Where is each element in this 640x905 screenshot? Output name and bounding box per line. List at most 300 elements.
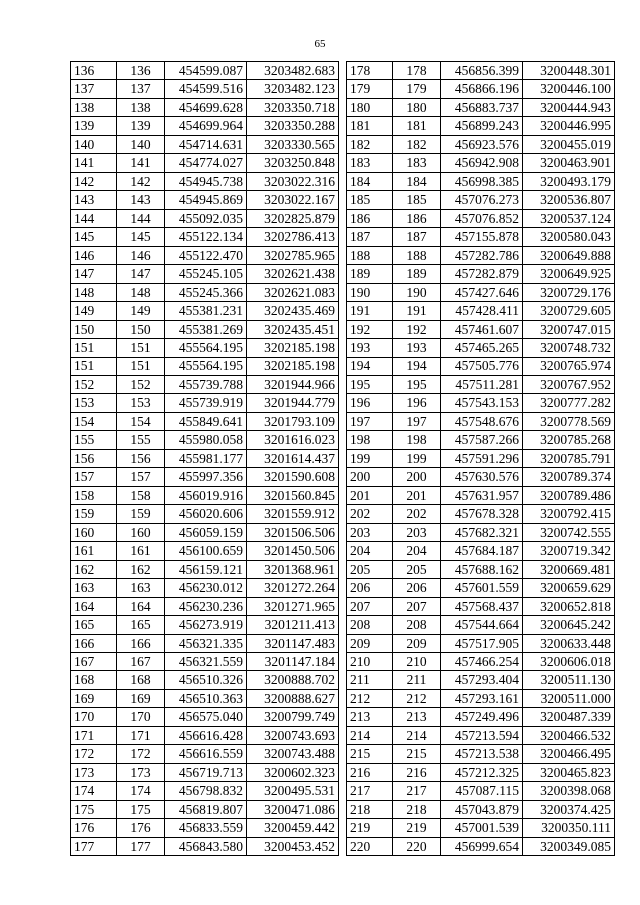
x-coordinate-cell: 456999.654 xyxy=(441,837,523,855)
y-coordinate-cell: 3200719.342 xyxy=(523,542,615,560)
point-id-cell: 214 xyxy=(347,726,393,744)
table-row xyxy=(347,135,615,153)
point-number-cell: 217 xyxy=(393,782,441,800)
point-id-cell: 203 xyxy=(347,523,393,541)
y-coordinate-cell: 3203022.167 xyxy=(247,191,339,209)
point-id-cell: 202 xyxy=(347,505,393,523)
table-row xyxy=(71,209,339,227)
point-number-cell: 204 xyxy=(393,542,441,560)
table-row xyxy=(347,468,615,486)
table-row xyxy=(71,486,339,504)
table-row xyxy=(71,265,339,283)
point-id-cell: 137 xyxy=(71,80,117,98)
point-number-cell: 164 xyxy=(117,597,165,615)
y-coordinate-cell: 3203350.288 xyxy=(247,117,339,135)
point-id-cell: 184 xyxy=(347,172,393,190)
point-id-cell: 206 xyxy=(347,579,393,597)
x-coordinate-cell: 457684.187 xyxy=(441,542,523,560)
point-number-cell: 163 xyxy=(117,579,165,597)
x-coordinate-cell: 457678.328 xyxy=(441,505,523,523)
table-row xyxy=(71,80,339,98)
table-row xyxy=(347,62,615,80)
point-number-cell: 211 xyxy=(393,671,441,689)
point-id-cell: 189 xyxy=(347,265,393,283)
point-id-cell: 167 xyxy=(71,653,117,671)
point-id-cell: 136 xyxy=(71,62,117,80)
point-number-cell: 198 xyxy=(393,431,441,449)
point-number-cell: 179 xyxy=(393,80,441,98)
point-id-cell: 156 xyxy=(71,449,117,467)
y-coordinate-cell: 3200398.068 xyxy=(523,782,615,800)
point-number-cell: 193 xyxy=(393,339,441,357)
y-coordinate-cell: 3200465.823 xyxy=(523,763,615,781)
x-coordinate-cell: 455245.366 xyxy=(165,283,247,301)
x-coordinate-cell: 457631.957 xyxy=(441,486,523,504)
x-coordinate-cell: 456100.659 xyxy=(165,542,247,560)
table-row xyxy=(347,505,615,523)
point-number-cell: 136 xyxy=(117,62,165,80)
point-id-cell: 187 xyxy=(347,228,393,246)
table-row xyxy=(71,228,339,246)
point-number-cell: 190 xyxy=(393,283,441,301)
table-row xyxy=(71,394,339,412)
point-number-cell: 141 xyxy=(117,154,165,172)
y-coordinate-cell: 3201272.264 xyxy=(247,579,339,597)
point-number-cell: 178 xyxy=(393,62,441,80)
y-coordinate-cell: 3200466.532 xyxy=(523,726,615,744)
point-id-cell: 213 xyxy=(347,708,393,726)
y-coordinate-cell: 3200789.486 xyxy=(523,486,615,504)
point-id-cell: 211 xyxy=(347,671,393,689)
point-number-cell: 188 xyxy=(393,246,441,264)
x-coordinate-cell: 457076.852 xyxy=(441,209,523,227)
table-row xyxy=(71,154,339,172)
point-number-cell: 191 xyxy=(393,302,441,320)
y-coordinate-cell: 3200888.702 xyxy=(247,671,339,689)
x-coordinate-cell: 457543.153 xyxy=(441,394,523,412)
point-id-cell: 182 xyxy=(347,135,393,153)
point-number-cell: 151 xyxy=(117,339,165,357)
point-number-cell: 183 xyxy=(393,154,441,172)
y-coordinate-cell: 3200471.086 xyxy=(247,800,339,818)
y-coordinate-cell: 3200511.130 xyxy=(523,671,615,689)
x-coordinate-cell: 457293.161 xyxy=(441,689,523,707)
table-row xyxy=(71,763,339,781)
point-id-cell: 159 xyxy=(71,505,117,523)
point-id-cell: 140 xyxy=(71,135,117,153)
table-row xyxy=(71,689,339,707)
page-number: 65 xyxy=(314,38,326,50)
x-coordinate-cell: 456798.832 xyxy=(165,782,247,800)
y-coordinate-cell: 3203482.683 xyxy=(247,62,339,80)
y-coordinate-cell: 3200888.627 xyxy=(247,689,339,707)
point-number-cell: 157 xyxy=(117,468,165,486)
table-row xyxy=(71,172,339,190)
y-coordinate-cell: 3200743.488 xyxy=(247,745,339,763)
point-id-cell: 165 xyxy=(71,616,117,634)
y-coordinate-cell: 3200349.085 xyxy=(523,837,615,855)
y-coordinate-cell: 3201793.109 xyxy=(247,412,339,430)
x-coordinate-cell: 457601.559 xyxy=(441,579,523,597)
y-coordinate-cell: 3201506.506 xyxy=(247,523,339,541)
point-id-cell: 186 xyxy=(347,209,393,227)
point-id-cell: 212 xyxy=(347,689,393,707)
table-row xyxy=(71,800,339,818)
x-coordinate-cell: 456059.159 xyxy=(165,523,247,541)
point-number-cell: 173 xyxy=(117,763,165,781)
x-coordinate-cell: 457001.539 xyxy=(441,819,523,837)
x-coordinate-cell: 457212.325 xyxy=(441,763,523,781)
x-coordinate-cell: 456899.243 xyxy=(441,117,523,135)
x-coordinate-cell: 456159.121 xyxy=(165,560,247,578)
point-number-cell: 146 xyxy=(117,246,165,264)
x-coordinate-cell: 455849.641 xyxy=(165,412,247,430)
x-coordinate-cell: 456719.713 xyxy=(165,763,247,781)
x-coordinate-cell: 456019.916 xyxy=(165,486,247,504)
point-number-cell: 151 xyxy=(117,357,165,375)
point-number-cell: 203 xyxy=(393,523,441,541)
point-number-cell: 169 xyxy=(117,689,165,707)
x-coordinate-cell: 456321.335 xyxy=(165,634,247,652)
table-row xyxy=(347,80,615,98)
point-number-cell: 199 xyxy=(393,449,441,467)
y-coordinate-cell: 3200536.807 xyxy=(523,191,615,209)
point-number-cell: 186 xyxy=(393,209,441,227)
y-coordinate-cell: 3200765.974 xyxy=(523,357,615,375)
point-number-cell: 149 xyxy=(117,302,165,320)
y-coordinate-cell: 3201616.023 xyxy=(247,431,339,449)
x-coordinate-cell: 456819.807 xyxy=(165,800,247,818)
table-row xyxy=(71,523,339,541)
point-id-cell: 138 xyxy=(71,98,117,116)
point-id-cell: 148 xyxy=(71,283,117,301)
table-row xyxy=(71,745,339,763)
point-id-cell: 215 xyxy=(347,745,393,763)
x-coordinate-cell: 457428.411 xyxy=(441,302,523,320)
point-number-cell: 187 xyxy=(393,228,441,246)
x-coordinate-cell: 457465.265 xyxy=(441,339,523,357)
table-row xyxy=(347,283,615,301)
y-coordinate-cell: 3200778.569 xyxy=(523,412,615,430)
point-number-cell: 148 xyxy=(117,283,165,301)
y-coordinate-cell: 3201590.608 xyxy=(247,468,339,486)
point-id-cell: 163 xyxy=(71,579,117,597)
y-coordinate-cell: 3201614.437 xyxy=(247,449,339,467)
table-row xyxy=(347,357,615,375)
x-coordinate-cell: 455564.195 xyxy=(165,339,247,357)
x-coordinate-cell: 455739.919 xyxy=(165,394,247,412)
point-id-cell: 218 xyxy=(347,800,393,818)
table-row xyxy=(71,708,339,726)
y-coordinate-cell: 3200747.015 xyxy=(523,320,615,338)
x-coordinate-cell: 456942.908 xyxy=(441,154,523,172)
y-coordinate-cell: 3200459.442 xyxy=(247,819,339,837)
point-id-cell: 190 xyxy=(347,283,393,301)
x-coordinate-cell: 457466.254 xyxy=(441,653,523,671)
point-number-cell: 209 xyxy=(393,634,441,652)
point-id-cell: 151 xyxy=(71,339,117,357)
point-id-cell: 150 xyxy=(71,320,117,338)
point-id-cell: 160 xyxy=(71,523,117,541)
x-coordinate-cell: 454599.516 xyxy=(165,80,247,98)
x-coordinate-cell: 455997.356 xyxy=(165,468,247,486)
y-coordinate-cell: 3201944.966 xyxy=(247,375,339,393)
y-coordinate-cell: 3200652.818 xyxy=(523,597,615,615)
table-row xyxy=(71,542,339,560)
x-coordinate-cell: 454714.631 xyxy=(165,135,247,153)
point-number-cell: 177 xyxy=(117,837,165,855)
table-row xyxy=(347,228,615,246)
y-coordinate-cell: 3202621.083 xyxy=(247,283,339,301)
y-coordinate-cell: 3203022.316 xyxy=(247,172,339,190)
point-number-cell: 185 xyxy=(393,191,441,209)
table-row xyxy=(347,542,615,560)
y-coordinate-cell: 3202185.198 xyxy=(247,357,339,375)
x-coordinate-cell: 457087.115 xyxy=(441,782,523,800)
point-number-cell: 220 xyxy=(393,837,441,855)
table-row xyxy=(347,634,615,652)
table-row xyxy=(347,394,615,412)
table-row xyxy=(347,209,615,227)
table-row xyxy=(347,246,615,264)
y-coordinate-cell: 3200511.000 xyxy=(523,689,615,707)
y-coordinate-cell: 3200748.732 xyxy=(523,339,615,357)
table-row xyxy=(71,616,339,634)
point-id-cell: 201 xyxy=(347,486,393,504)
table-row xyxy=(347,782,615,800)
x-coordinate-cell: 457213.594 xyxy=(441,726,523,744)
table-row xyxy=(347,800,615,818)
x-coordinate-cell: 457682.321 xyxy=(441,523,523,541)
point-number-cell: 207 xyxy=(393,597,441,615)
x-coordinate-cell: 457461.607 xyxy=(441,320,523,338)
point-number-cell: 168 xyxy=(117,671,165,689)
table-row xyxy=(347,671,615,689)
table-row xyxy=(71,560,339,578)
y-coordinate-cell: 3200580.043 xyxy=(523,228,615,246)
point-number-cell: 143 xyxy=(117,191,165,209)
point-number-cell: 200 xyxy=(393,468,441,486)
x-coordinate-cell: 457548.676 xyxy=(441,412,523,430)
point-id-cell: 185 xyxy=(347,191,393,209)
point-number-cell: 165 xyxy=(117,616,165,634)
point-id-cell: 204 xyxy=(347,542,393,560)
table-row xyxy=(347,431,615,449)
point-id-cell: 188 xyxy=(347,246,393,264)
table-row xyxy=(347,708,615,726)
table-row xyxy=(71,431,339,449)
x-coordinate-cell: 454945.869 xyxy=(165,191,247,209)
x-coordinate-cell: 455980.058 xyxy=(165,431,247,449)
point-id-cell: 192 xyxy=(347,320,393,338)
x-coordinate-cell: 457282.879 xyxy=(441,265,523,283)
point-id-cell: 194 xyxy=(347,357,393,375)
point-id-cell: 161 xyxy=(71,542,117,560)
point-id-cell: 173 xyxy=(71,763,117,781)
y-coordinate-cell: 3200446.100 xyxy=(523,80,615,98)
point-id-cell: 142 xyxy=(71,172,117,190)
table-row xyxy=(347,172,615,190)
point-id-cell: 217 xyxy=(347,782,393,800)
point-number-cell: 182 xyxy=(393,135,441,153)
table-row xyxy=(71,837,339,855)
table-row xyxy=(71,357,339,375)
table-row xyxy=(347,579,615,597)
x-coordinate-cell: 454699.964 xyxy=(165,117,247,135)
point-id-cell: 171 xyxy=(71,726,117,744)
table-row xyxy=(71,579,339,597)
point-number-cell: 196 xyxy=(393,394,441,412)
point-number-cell: 140 xyxy=(117,135,165,153)
table-row xyxy=(347,98,615,116)
y-coordinate-cell: 3200645.242 xyxy=(523,616,615,634)
y-coordinate-cell: 3203350.718 xyxy=(247,98,339,116)
y-coordinate-cell: 3200495.531 xyxy=(247,782,339,800)
point-id-cell: 220 xyxy=(347,837,393,855)
y-coordinate-cell: 3200453.452 xyxy=(247,837,339,855)
point-id-cell: 207 xyxy=(347,597,393,615)
point-id-cell: 174 xyxy=(71,782,117,800)
point-id-cell: 208 xyxy=(347,616,393,634)
point-id-cell: 154 xyxy=(71,412,117,430)
x-coordinate-cell: 454699.628 xyxy=(165,98,247,116)
point-number-cell: 150 xyxy=(117,320,165,338)
y-coordinate-cell: 3200743.693 xyxy=(247,726,339,744)
y-coordinate-cell: 3201147.483 xyxy=(247,634,339,652)
table-row xyxy=(71,320,339,338)
point-number-cell: 138 xyxy=(117,98,165,116)
point-number-cell: 197 xyxy=(393,412,441,430)
point-number-cell: 180 xyxy=(393,98,441,116)
x-coordinate-cell: 454774.027 xyxy=(165,154,247,172)
point-id-cell: 181 xyxy=(347,117,393,135)
x-coordinate-cell: 456510.363 xyxy=(165,689,247,707)
table-row xyxy=(71,302,339,320)
point-id-cell: 144 xyxy=(71,209,117,227)
point-id-cell: 170 xyxy=(71,708,117,726)
table-row xyxy=(71,117,339,135)
table-row xyxy=(347,837,615,855)
point-number-cell: 166 xyxy=(117,634,165,652)
y-coordinate-cell: 3200602.323 xyxy=(247,763,339,781)
point-id-cell: 152 xyxy=(71,375,117,393)
y-coordinate-cell: 3200537.124 xyxy=(523,209,615,227)
y-coordinate-cell: 3200487.339 xyxy=(523,708,615,726)
point-id-cell: 175 xyxy=(71,800,117,818)
point-number-cell: 170 xyxy=(117,708,165,726)
y-coordinate-cell: 3201560.845 xyxy=(247,486,339,504)
x-coordinate-cell: 457517.905 xyxy=(441,634,523,652)
point-id-cell: 141 xyxy=(71,154,117,172)
point-number-cell: 206 xyxy=(393,579,441,597)
table-row xyxy=(71,283,339,301)
y-coordinate-cell: 3200455.019 xyxy=(523,135,615,153)
table-row xyxy=(71,449,339,467)
x-coordinate-cell: 456575.040 xyxy=(165,708,247,726)
point-number-cell: 201 xyxy=(393,486,441,504)
y-coordinate-cell: 3200767.952 xyxy=(523,375,615,393)
x-coordinate-cell: 457511.281 xyxy=(441,375,523,393)
table-row xyxy=(347,412,615,430)
x-coordinate-cell: 457591.296 xyxy=(441,449,523,467)
point-number-cell: 195 xyxy=(393,375,441,393)
point-number-cell: 175 xyxy=(117,800,165,818)
table-row xyxy=(71,375,339,393)
table-row xyxy=(71,634,339,652)
y-coordinate-cell: 3200729.605 xyxy=(523,302,615,320)
table-row xyxy=(347,560,615,578)
y-coordinate-cell: 3201944.779 xyxy=(247,394,339,412)
y-coordinate-cell: 3200792.415 xyxy=(523,505,615,523)
table-row xyxy=(347,726,615,744)
point-id-cell: 147 xyxy=(71,265,117,283)
table-row xyxy=(347,486,615,504)
y-coordinate-cell: 3200742.555 xyxy=(523,523,615,541)
y-coordinate-cell: 3200799.749 xyxy=(247,708,339,726)
point-number-cell: 144 xyxy=(117,209,165,227)
y-coordinate-cell: 3201271.965 xyxy=(247,597,339,615)
point-id-cell: 151 xyxy=(71,357,117,375)
coordinate-table-left xyxy=(70,61,339,856)
x-coordinate-cell: 455245.105 xyxy=(165,265,247,283)
point-number-cell: 145 xyxy=(117,228,165,246)
point-id-cell: 191 xyxy=(347,302,393,320)
point-number-cell: 214 xyxy=(393,726,441,744)
table-row xyxy=(71,412,339,430)
x-coordinate-cell: 454945.738 xyxy=(165,172,247,190)
x-coordinate-cell: 457155.878 xyxy=(441,228,523,246)
y-coordinate-cell: 3202825.879 xyxy=(247,209,339,227)
x-coordinate-cell: 456020.606 xyxy=(165,505,247,523)
point-number-cell: 137 xyxy=(117,80,165,98)
table-row xyxy=(71,339,339,357)
y-coordinate-cell: 3203482.123 xyxy=(247,80,339,98)
point-id-cell: 197 xyxy=(347,412,393,430)
x-coordinate-cell: 455981.177 xyxy=(165,449,247,467)
point-number-cell: 212 xyxy=(393,689,441,707)
point-id-cell: 155 xyxy=(71,431,117,449)
y-coordinate-cell: 3202621.438 xyxy=(247,265,339,283)
y-coordinate-cell: 3200659.629 xyxy=(523,579,615,597)
point-number-cell: 161 xyxy=(117,542,165,560)
table-row xyxy=(347,449,615,467)
x-coordinate-cell: 456923.576 xyxy=(441,135,523,153)
x-coordinate-cell: 456273.919 xyxy=(165,616,247,634)
point-id-cell: 178 xyxy=(347,62,393,80)
x-coordinate-cell: 456883.737 xyxy=(441,98,523,116)
x-coordinate-cell: 456616.428 xyxy=(165,726,247,744)
x-coordinate-cell: 455092.035 xyxy=(165,209,247,227)
point-number-cell: 184 xyxy=(393,172,441,190)
point-number-cell: 160 xyxy=(117,523,165,541)
table-row xyxy=(347,745,615,763)
point-number-cell: 167 xyxy=(117,653,165,671)
y-coordinate-cell: 3201368.961 xyxy=(247,560,339,578)
point-id-cell: 195 xyxy=(347,375,393,393)
table-row xyxy=(71,505,339,523)
x-coordinate-cell: 456833.559 xyxy=(165,819,247,837)
table-row xyxy=(347,339,615,357)
point-id-cell: 162 xyxy=(71,560,117,578)
point-id-cell: 193 xyxy=(347,339,393,357)
point-number-cell: 154 xyxy=(117,412,165,430)
y-coordinate-cell: 3200466.495 xyxy=(523,745,615,763)
point-id-cell: 153 xyxy=(71,394,117,412)
point-number-cell: 171 xyxy=(117,726,165,744)
point-id-cell: 168 xyxy=(71,671,117,689)
y-coordinate-cell: 3200729.176 xyxy=(523,283,615,301)
y-coordinate-cell: 3200785.268 xyxy=(523,431,615,449)
